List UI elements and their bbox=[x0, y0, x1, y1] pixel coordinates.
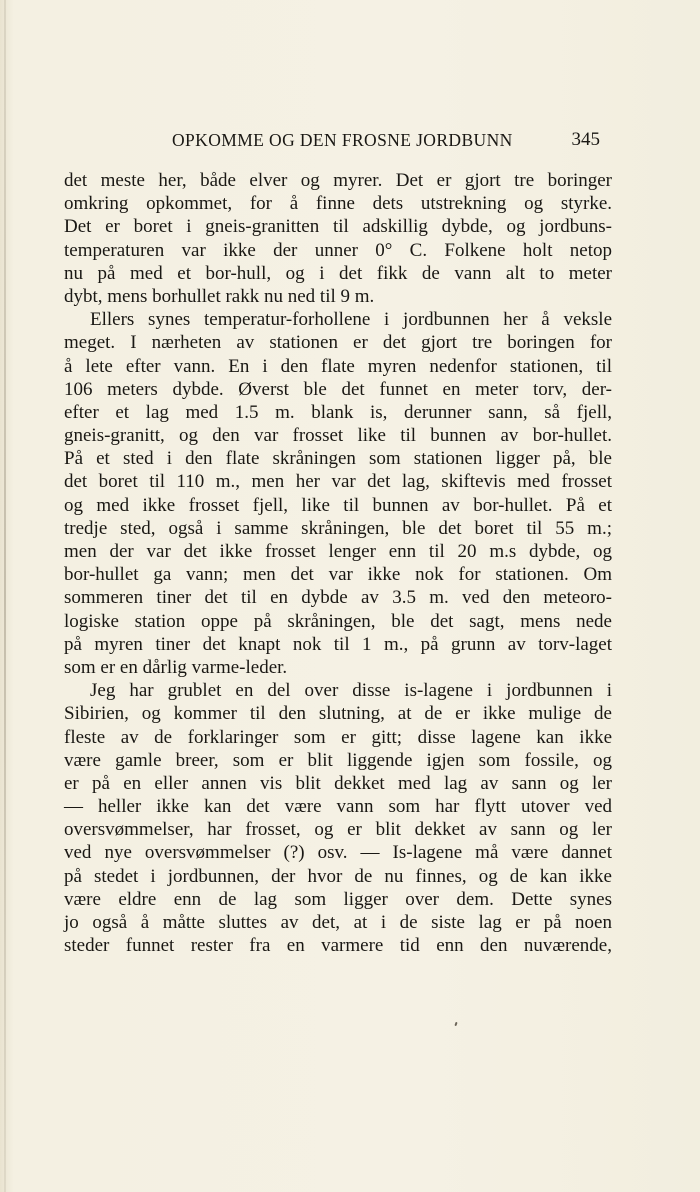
text-line: være gamle breer, som er blit liggende igjen som fossile, og bbox=[64, 749, 612, 771]
page-gutter-shadow bbox=[4, 0, 6, 1192]
text-line: temperaturen var ikke der unner 0° C. Folkene holt netop bbox=[64, 239, 612, 261]
text-line: fleste av de forklaringer som er gitt; disse lagene kan ikke bbox=[64, 726, 612, 748]
text-line: bor-hullet ga vann; men det var ikke nok for stationen. Om bbox=[64, 564, 612, 586]
text-line: På et sted i den flate skråningen som stationen ligger på, ble bbox=[64, 448, 612, 470]
paragraph-end-line: som er en dårlig varme-leder. bbox=[64, 656, 288, 678]
text-line: steder funnet rester fra en varmere tid enn den nuværende, bbox=[64, 935, 612, 957]
paper-speck bbox=[454, 1022, 457, 1026]
page-number: 345 bbox=[571, 129, 600, 150]
text-line: Det er boret i gneis-granitten til adskillig dybde, og jordbuns- bbox=[64, 216, 612, 238]
text-line: på myren tiner det knapt nok til 1 m., på grunn av torv-laget bbox=[64, 633, 612, 655]
text-line: det boret til 110 m., men her var det lag, skiftevis med frosset bbox=[64, 471, 612, 493]
text-line: 106 meters dybde. Øverst ble det funnet en meter torv, der- bbox=[64, 378, 612, 400]
text-line: oversvømmelser, har frosset, og er blit dekket av sann og ler bbox=[64, 819, 612, 841]
text-line: jo også å måtte sluttes av det, at i de siste lag er på noen bbox=[64, 912, 612, 933]
text-line: Sibirien, og kommer til den slutning, at de er ikke mulige de bbox=[64, 703, 612, 725]
text-line: og med ikke frosset fjell, like til bunnen av bor-hullet. På et bbox=[64, 494, 612, 516]
running-title: OPKOMME OG DEN FROSNE JORDBUNN bbox=[172, 130, 513, 150]
text-line: sommeren tiner det til en dybde av 3.5 m. ved den meteoro- bbox=[64, 587, 612, 609]
paragraph-start-line: Ellers synes temperatur-forhollene i jordbunnen her å veksle bbox=[90, 309, 612, 331]
text-line: nu på med et bor-hull, og i det fikk de vann alt to meter bbox=[64, 262, 612, 284]
paragraph-end-line: dybt, mens borhullet rakk nu ned til 9 m. bbox=[64, 285, 375, 307]
text-line: ved nye oversvømmelser (?) osv. — Is-lagene må være dannet bbox=[64, 842, 612, 864]
text-line: efter et lag med 1.5 m. blank is, derunner sann, så fjell, bbox=[64, 401, 612, 423]
text-line: å lete efter vann. En i den flate myren nedenfor stationen, til bbox=[64, 355, 612, 377]
text-line: meget. I nærheten av stationen er det gjort tre boringen for bbox=[64, 332, 612, 354]
text-line: logiske station oppe på skråningen, ble det sagt, mens nede bbox=[64, 610, 612, 632]
text-line: være eldre enn de lag som ligger over dem. Dette synes bbox=[64, 888, 612, 910]
text-line: er på en eller annen vis blit dekket med lag av sann og ler bbox=[64, 772, 612, 794]
text-line: tredje sted, også i samme skråningen, ble det boret til 55 m.; bbox=[64, 517, 612, 539]
text-line: på stedet i jordbunnen, der hvor de nu finnes, og de kan ikke bbox=[64, 865, 612, 887]
text-line: — heller ikke kan det være vann som har flytt utover ved bbox=[64, 796, 612, 818]
body-text bbox=[64, 169, 612, 957]
running-head bbox=[64, 130, 604, 154]
paragraph-start-line: Jeg har grublet en del over disse is-lagene i jordbunnen i bbox=[90, 680, 612, 702]
text-line: det meste her, både elver og myrer. Det er gjort tre boringer bbox=[64, 170, 612, 191]
text-line: omkring opkommet, for å finne dets utstrekning og styrke. bbox=[64, 193, 612, 215]
text-line: gneis-granitt, og den var frosset like til bunnen av bor-hullet. bbox=[64, 425, 612, 447]
text-line: men der var det ikke frosset lenger enn til 20 m.s dybde, og bbox=[64, 541, 612, 562]
